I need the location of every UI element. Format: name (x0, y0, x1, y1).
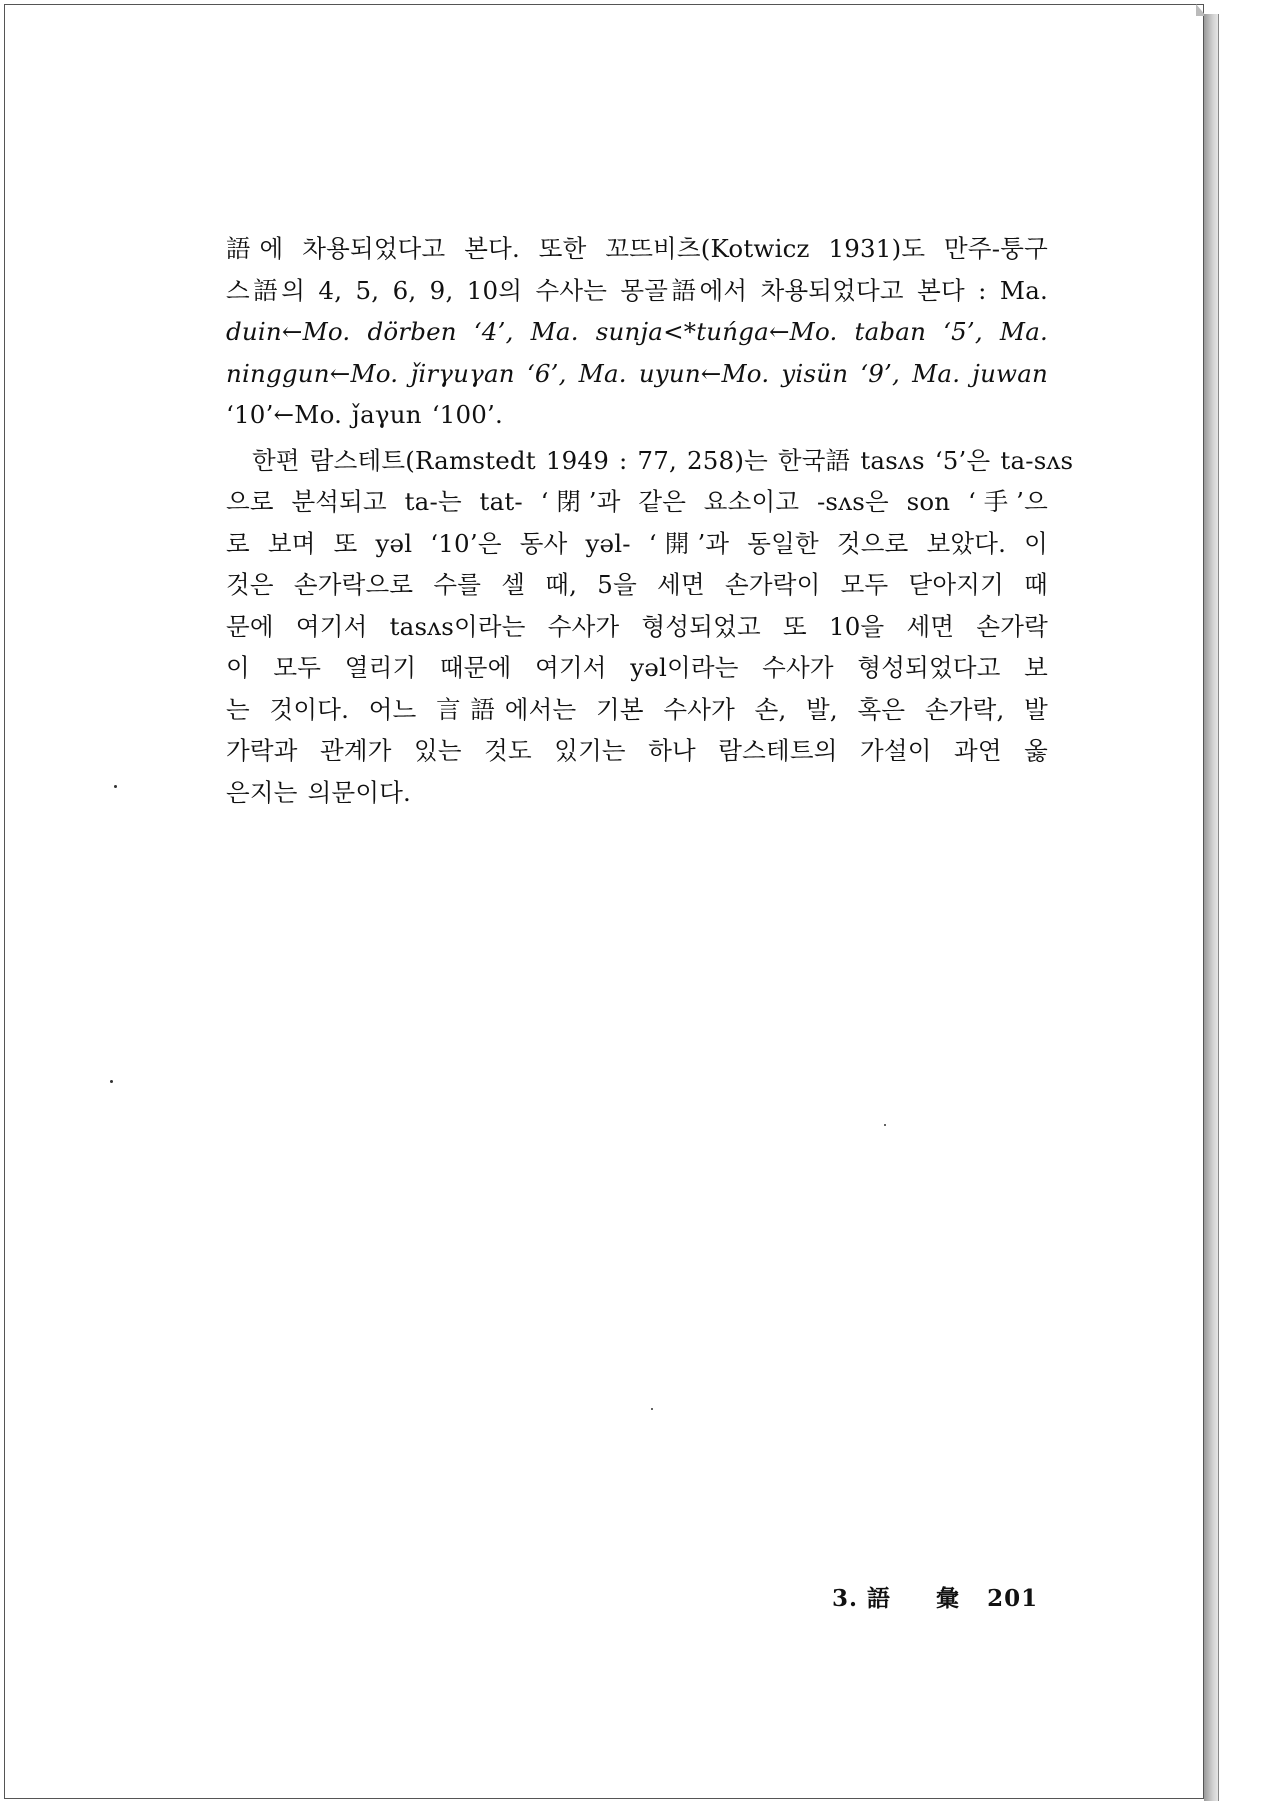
text-line: 으로 분석되고 ta-는 tat- ‘閉’과 같은 요소이고 -sʌs은 son ‘手’으 (226, 487, 1048, 516)
text-line: duin←Mo. dörben ‘4’, Ma. sunja<*tuńga←Mo. taban ‘5’, Ma. (226, 317, 1048, 346)
text-line: 는 것이다. 어느 言語에서는 기본 수사가 손, 발, 혹은 손가락, 발 (226, 694, 1048, 724)
text-line: 가락과 관계가 있는 것도 있기는 하나 람스테트의 가설이 과연 옳 (226, 736, 1048, 765)
text-line: 한편 람스테트(Ramstedt 1949 : 77, 258)는 한국語 tasʌs ‘5’은 ta-sʌs (252, 445, 1074, 475)
text-line: ninggun←Mo. ǰirγuγan ‘6’, Ma. uyun←Mo. yisün ‘9’, Ma. juwan (226, 358, 1048, 388)
scan-speck (110, 1080, 113, 1083)
scan-speck (114, 785, 117, 788)
text-line: 로 보며 또 yəl ‘10’은 동사 yəl- ‘開’과 동일한 것으로 보았다. 이 (226, 528, 1048, 558)
text-line: 문에 여기서 tasʌs이라는 수사가 형성되었고 또 10을 세면 손가락 (226, 611, 1048, 641)
scan-speck (651, 1408, 653, 1410)
text-line: 스語의 4, 5, 6, 9, 10의 수사는 몽골語에서 차용되었다고 본다 : Ma. (226, 275, 1048, 305)
scan-speck (884, 1124, 886, 1126)
page-number: 201 (987, 1585, 1039, 1612)
text-line: 것은 손가락으로 수를 셀 때, 5을 세면 손가락이 모두 닫아지기 때 (226, 570, 1048, 599)
section-label-char: 彙 (936, 1585, 961, 1612)
body-text (226, 228, 1074, 813)
running-footer (832, 1580, 1038, 1613)
text-line: 語에 차용되었다고 본다. 또한 꼬뜨비츠(Kotwicz 1931)도 만주-퉁구 (226, 234, 1048, 263)
page-edge (1204, 14, 1219, 1801)
text-line: 은지는 의문이다. (226, 777, 412, 807)
text-line: ‘10’←Mo. ǰaγun ‘100’. (226, 400, 504, 429)
section-label: 3. 語 (832, 1585, 892, 1612)
text-line: 이 모두 열리기 때문에 여기서 yəl이라는 수사가 형성되었다고 보 (226, 653, 1048, 682)
